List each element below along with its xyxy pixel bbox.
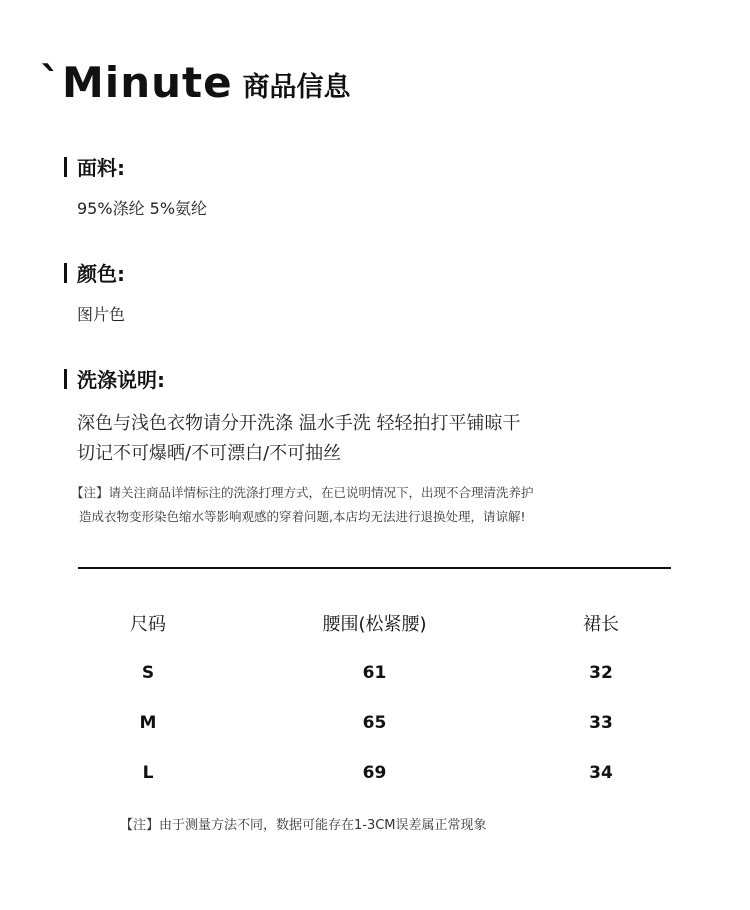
table-row — [78, 698, 671, 748]
size-table-header — [78, 598, 671, 648]
washing-section — [64, 364, 534, 529]
header-length: 裙长 — [583, 614, 619, 635]
heading-bar — [64, 369, 67, 389]
fabric-title: 面料: — [77, 156, 125, 180]
washing-line: 切记不可爆晒/不可漂白/不可抽丝 — [77, 443, 342, 464]
color-section — [64, 258, 125, 324]
size-cell: M — [139, 713, 157, 733]
footer-note: 【注】由于测量方法不同，数据可能存在1-3CM误差属正常现象 — [120, 818, 487, 833]
color-heading — [64, 258, 125, 287]
color-title: 颜色: — [77, 262, 125, 286]
fabric-section — [64, 152, 207, 218]
washing-note — [71, 481, 534, 529]
header-size: 尺码 — [130, 614, 166, 635]
fabric-value: 95%涤纶 5%氨纶 — [77, 199, 208, 218]
table-row — [78, 648, 671, 698]
washing-heading — [64, 364, 534, 393]
length-cell: 33 — [589, 713, 613, 733]
color-value: 图片色 — [77, 305, 126, 324]
size-cell: S — [141, 663, 155, 683]
washing-instructions — [77, 409, 534, 469]
waist-cell: 61 — [362, 663, 387, 683]
washing-note-line: 【注】请关注商品详情标注的洗涤打理方式，在已说明情况下，出现不合理清洗养护 — [71, 485, 534, 500]
brand-logo: `Minute — [40, 58, 233, 107]
length-cell: 34 — [589, 763, 613, 783]
washing-line: 深色与浅色衣物请分开洗涤 温水手洗 轻轻拍打平铺晾干 — [77, 413, 521, 434]
heading-bar — [64, 263, 67, 283]
size-table — [78, 598, 671, 798]
waist-cell: 69 — [362, 763, 387, 783]
size-cell: L — [142, 763, 154, 783]
washing-note-line: 造成衣物变形染色缩水等影响观感的穿着问题,本店均无法进行退换处理，请谅解! — [79, 509, 526, 524]
brand-header — [40, 58, 351, 107]
heading-bar — [64, 157, 67, 177]
waist-cell: 65 — [362, 713, 387, 733]
table-row — [78, 748, 671, 798]
fabric-heading — [64, 152, 207, 181]
length-cell: 32 — [589, 663, 613, 683]
washing-title: 洗涤说明: — [77, 368, 165, 392]
divider — [78, 567, 671, 569]
header-waist: 腰围(松紧腰) — [322, 614, 427, 635]
page-title: 商品信息 — [242, 72, 351, 103]
